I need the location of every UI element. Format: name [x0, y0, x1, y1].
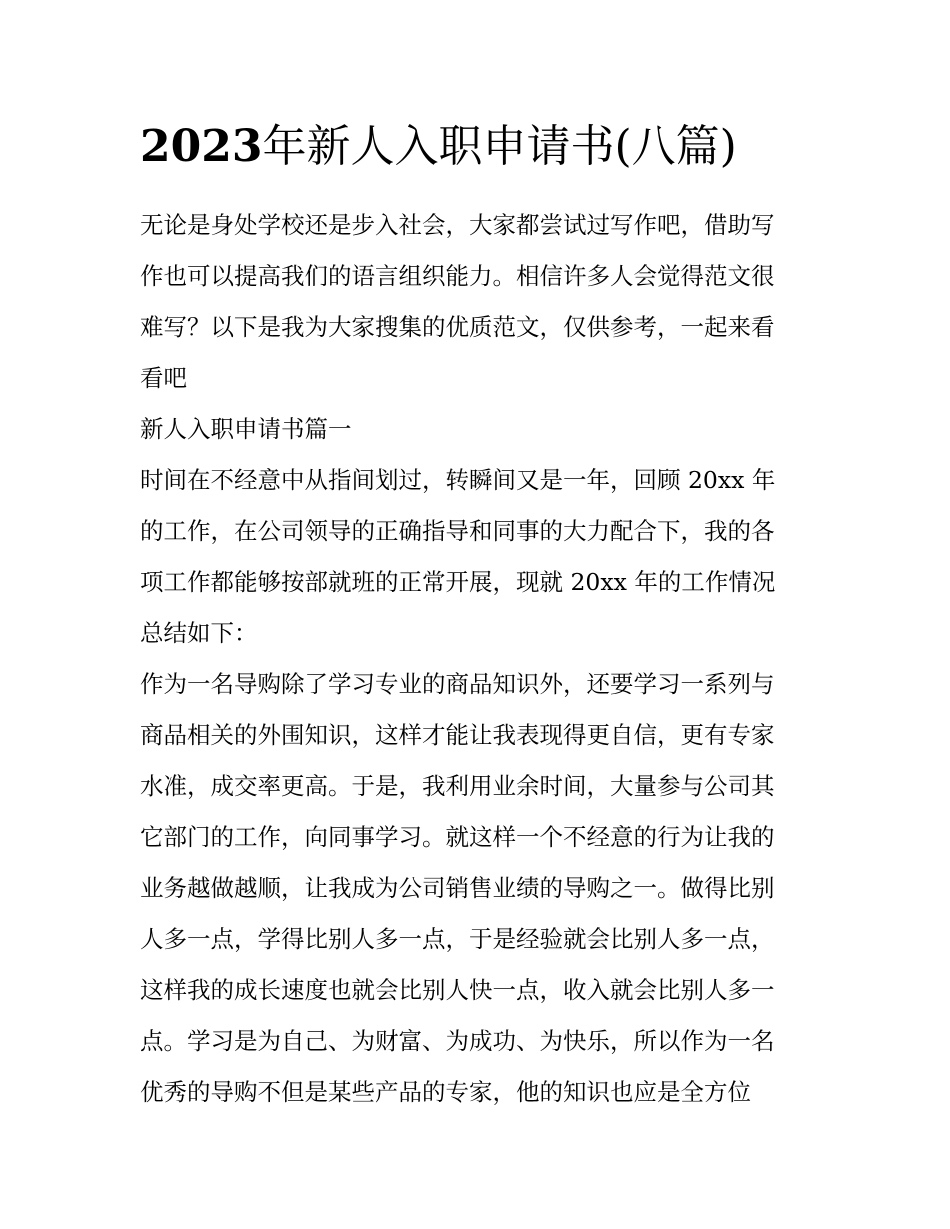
text-line: 业务越做越顺，让我成为公司销售业绩的导购之一。做得比别	[140, 874, 775, 902]
document-body	[140, 200, 830, 1118]
title-year: 2023	[140, 121, 263, 172]
text-line: 它部门的工作，向同事学习。就这样一个不经意的行为让我的	[140, 823, 775, 851]
page-title	[140, 118, 840, 176]
text-line: 人多一点，学得比别人多一点，于是经验就会比别人多一点，	[140, 925, 775, 953]
text-line: 商品相关的外围知识，这样才能让我表现得更自信，更有专家	[140, 721, 775, 749]
text-line: 的工作，在公司领导的正确指导和同事的大力配合下，我的各	[140, 517, 775, 545]
text-line: 这样我的成长速度也就会比别人快一点，收入就会比别人多一	[140, 976, 775, 1004]
text-line: 难写？以下是我为大家搜集的优质范文，仅供参考，一起来看	[140, 313, 775, 341]
text-line: 优秀的导购不但是某些产品的专家，他的知识也应是全方位	[140, 1078, 751, 1106]
section-heading: 新人入职申请书篇一	[140, 415, 352, 443]
text-line: 总结如下：	[140, 619, 258, 647]
text-line: 时间在不经意中从指间划过，转瞬间又是一年，回顾 20xx 年	[140, 466, 776, 494]
text-line: 项工作都能够按部就班的正常开展，现就 20xx 年的工作情况	[140, 568, 776, 596]
text-line: 无论是身处学校还是步入社会，大家都尝试过写作吧，借助写	[140, 211, 775, 239]
text-line: 看吧	[140, 364, 187, 392]
text-line: 作为一名导购除了学习专业的商品知识外，还要学习一系列与	[140, 670, 775, 698]
text-line: 水准，成交率更高。于是，我利用业余时间，大量参与公司其	[140, 772, 775, 800]
text-line: 作也可以提高我们的语言组织能力。相信许多人会觉得范文很	[140, 262, 775, 290]
text-line: 点。学习是为自己、为财富、为成功、为快乐，所以作为一名	[140, 1027, 775, 1055]
title-text: 年新人入职申请书(八篇)	[262, 121, 737, 172]
